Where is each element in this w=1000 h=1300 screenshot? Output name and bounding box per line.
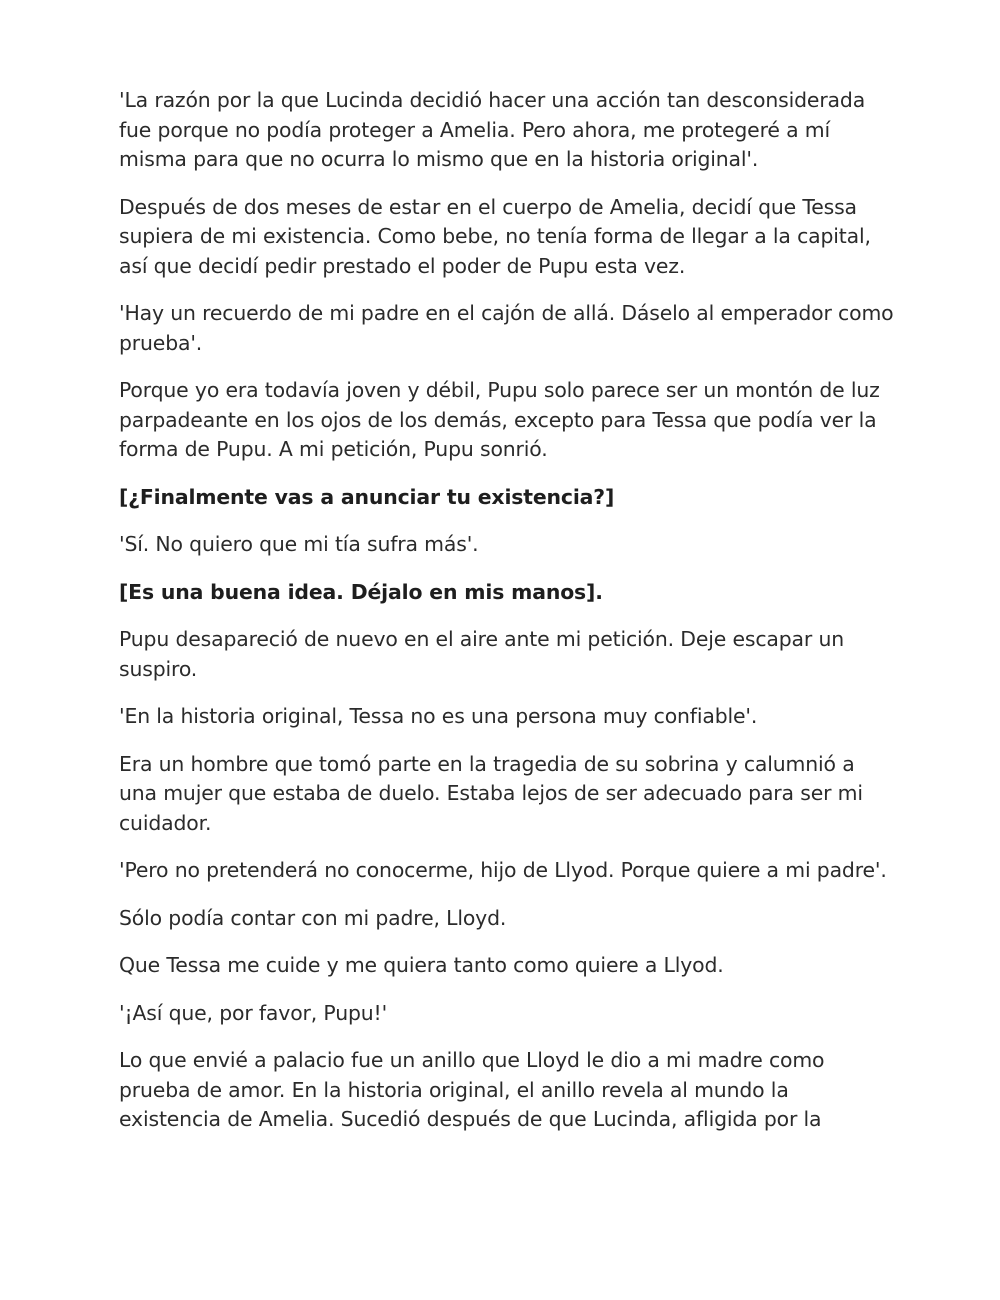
paragraph: Pupu desapareció de nuevo en el aire ante mi petición. Deje escapar un suspiro. [119,627,845,681]
dialogue-bold-paragraph: [Es una buena idea. Déjalo en mis manos]. [119,579,603,604]
paragraph: Sólo podía contar con mi padre, Lloyd. [119,905,507,930]
paragraph: Era un hombre que tomó parte en la tragedia de su sobrina y calumnió a una mujer que estaba de duelo. Estaba lejos de ser adecuado para ser mi cuidador. [119,751,863,835]
paragraph: Después de dos meses de estar en el cuerpo de Amelia, decidí que Tessa supiera de mi existencia. Como bebe, no tenía forma de llegar a la capital, así que decidí pedir prestado el poder de Pupu esta vez. [119,194,871,278]
paragraph: 'Sí. No quiero que mi tía sufra más'. [119,532,479,556]
paragraph: 'Pero no pretenderá no conocerme, hijo de Llyod. Porque quiere a mi padre'. [119,858,887,882]
paragraph: Lo que envié a palacio fue un anillo que Lloyd le dio a mi madre como prueba de amor. En la historia original, el anillo revela al mundo la existencia de Amelia. Sucedió después de que Lucinda, afligida por la [119,1048,825,1131]
document-body [119,86,894,1153]
paragraph: Que Tessa me cuide y me quiera tanto como quiere a Llyod. [119,953,724,977]
paragraph: Porque yo era todavía joven y débil, Pupu solo parece ser un montón de luz parpadeante en los ojos de los demás, excepto para Tessa que podía ver la forma de Pupu. A mi petición, Pupu sonrió. [119,378,880,461]
paragraph: 'Hay un recuerdo de mi padre en el cajón de allá. Dáselo al emperador como prueba'. [119,301,894,355]
paragraph: 'La razón por la que Lucinda decidió hacer una acción tan desconsiderada fue porque no podía proteger a Amelia. Pero ahora, me protegeré a mí misma para que no ocurra lo mismo que en la historia original'. [119,88,866,171]
paragraph: 'En la historia original, Tessa no es una persona muy confiable'. [119,704,758,728]
paragraph: '¡Así que, por favor, Pupu!' [119,1000,388,1025]
dialogue-bold-paragraph: [¿Finalmente vas a anunciar tu existencia?] [119,484,615,509]
